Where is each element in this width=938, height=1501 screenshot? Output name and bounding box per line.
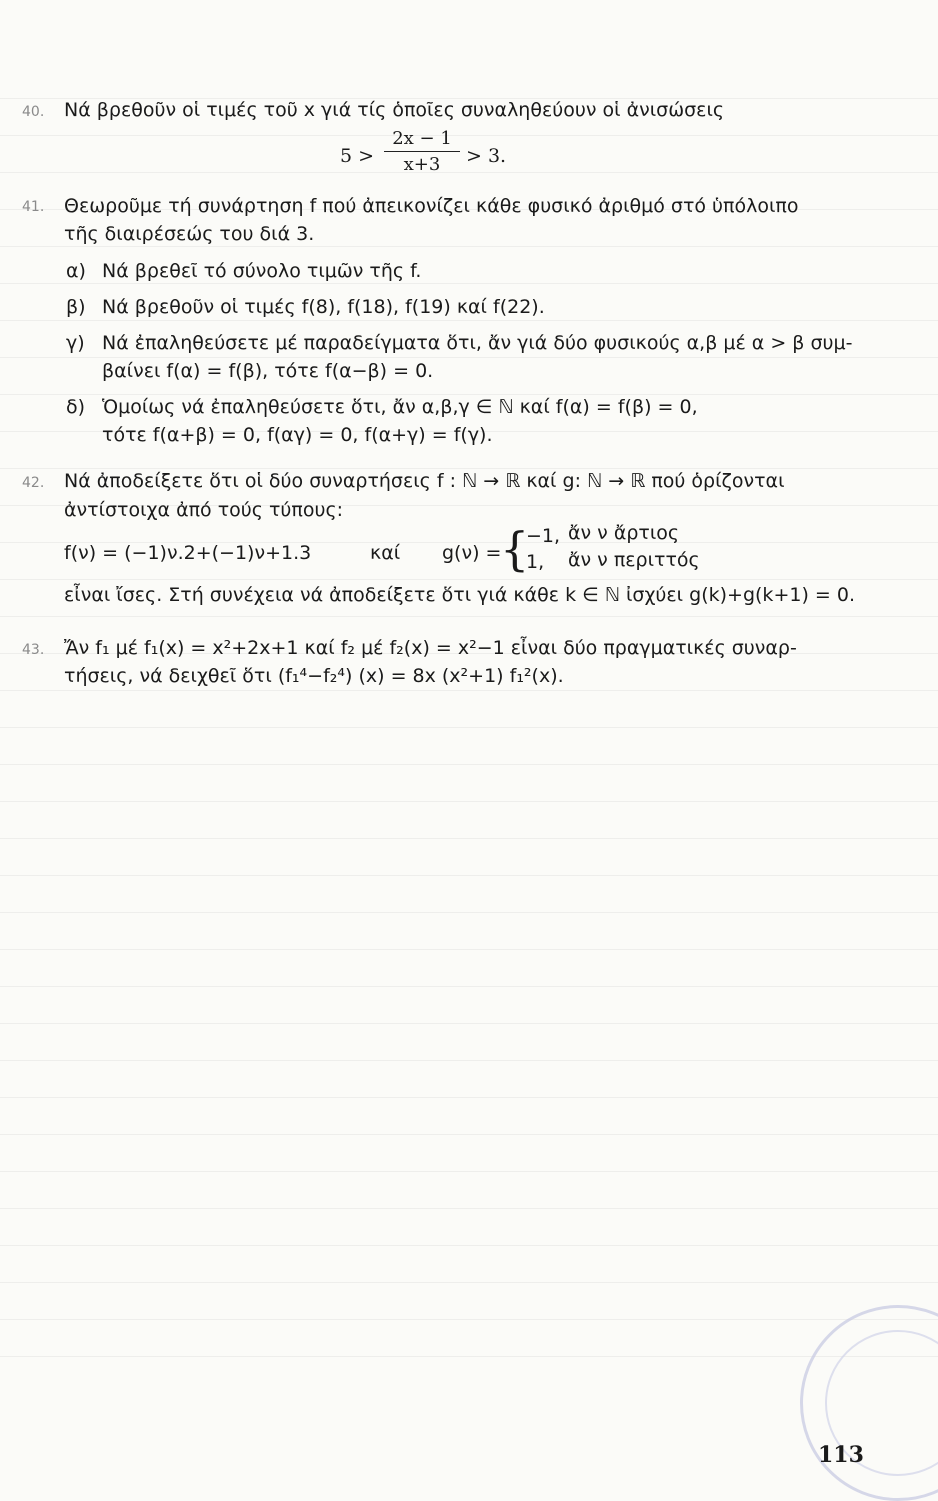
problem-43-line2: τήσεις, νά δειχθεῖ ὅτι (f₁⁴−f₂⁴) (x) = 8x (x²+1) f₁²(x). (64, 665, 564, 687)
page-number: 113 (818, 1442, 864, 1468)
case1-value: −1, (526, 525, 561, 547)
problem-41-intro-line2: τῆς διαιρέσεώς του διά 3. (64, 223, 315, 245)
fraction-bar (384, 151, 460, 152)
g-lhs: g(ν) = (442, 542, 502, 564)
problem-40-lhs: 5 > (340, 145, 375, 167)
case1-condition: ἄν ν ἄρτιος (568, 522, 680, 544)
problem-40-number: 40. (22, 104, 45, 120)
cases-brace: { (500, 522, 530, 576)
part-d-label: δ) (66, 396, 86, 418)
and-word: καί (370, 542, 401, 564)
part-c-label: γ) (66, 332, 85, 354)
problem-40-rhs: > 3. (466, 145, 507, 167)
problem-41-number: 41. (22, 199, 45, 215)
part-a-text: Νά βρεθεῖ τό σύνολο τιμῶν τῆς f. (102, 260, 422, 282)
part-b-label: β) (66, 296, 86, 318)
case2-value: 1, (526, 551, 545, 573)
part-b-text: Νά βρεθοῦν οἱ τιμές f(8), f(18), f(19) καί f(22). (102, 296, 545, 318)
part-c-text: Νά ἐπαληθεύσετε μέ παραδείγματα ὅτι, ἄν γιά δύο φυσικούς α,β μέ α > β συμ- (102, 332, 853, 354)
problem-43-number: 43. (22, 642, 45, 658)
problem-40-fraction (384, 128, 460, 175)
part-c-text-cont: βαίνει f(α) = f(β), τότε f(α−β) = 0. (102, 360, 434, 382)
case2-condition: ἄν ν περιττός (568, 549, 700, 571)
problem-42-number: 42. (22, 475, 45, 491)
problem-42-intro-line1: Νά ἀποδείξετε ὅτι οἱ δύο συναρτήσεις f : ℕ → ℝ καί g: ℕ → ℝ πού ὁρίζονται (64, 470, 785, 492)
f-definition: f(ν) = (−1)ν.2+(−1)ν+1.3 (64, 542, 312, 564)
problem-42-intro-line2: ἀντίστοιχα ἀπό τούς τύπους: (64, 499, 343, 521)
part-d-text: Ὁμοίως νά ἐπαληθεύσετε ὅτι, ἄν α,β,γ ∈ ℕ καί f(α) = f(β) = 0, (102, 396, 698, 418)
problem-40-statement: Νά βρεθοῦν οἱ τιμές τοῦ x γιά τίς ὁποῖες συναληθεύουν οἱ ἀνισώσεις (64, 99, 725, 121)
problem-41-intro-line1: Θεωροῦμε τή συνάρτηση f πού ἀπεικονίζει κάθε φυσικό ἀριθμό στό ὑπόλοιπο (64, 195, 799, 217)
problem-43-line1: Ἄν f₁ μέ f₁(x) = x²+2x+1 καί f₂ μέ f₂(x) = x²−1 εἶναι δύο πραγματικές συναρ- (64, 637, 797, 659)
fraction-denominator: x+3 (403, 154, 441, 175)
problem-42-conclusion: εἶναι ἴσες. Στή συνέχεια νά ἀποδείξετε ὅτι γιά κάθε k ∈ ℕ ἰσχύει g(k)+g(k+1) = 0. (64, 584, 855, 606)
part-a-label: α) (66, 260, 86, 282)
fraction-numerator: 2x − 1 (392, 128, 452, 149)
part-d-text-cont: τότε f(α+β) = 0, f(αγ) = 0, f(α+γ) = f(γ). (102, 424, 493, 446)
